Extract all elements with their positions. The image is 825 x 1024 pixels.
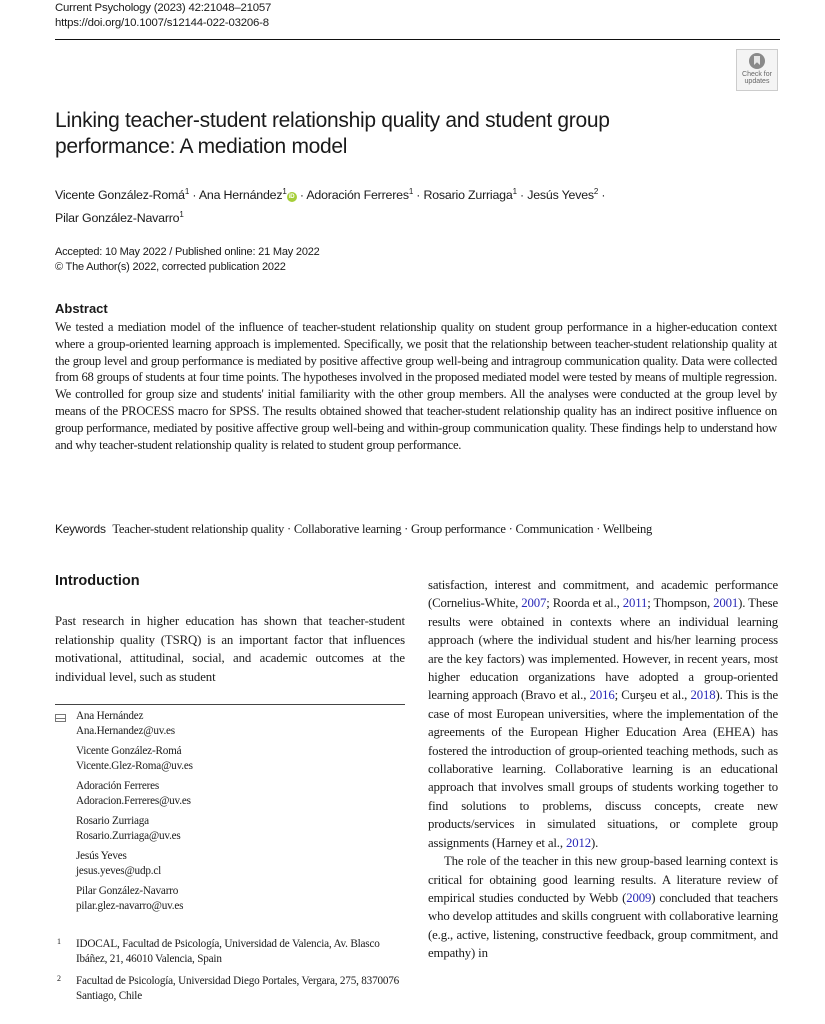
accepted-published-date: Accepted: 10 May 2022 / Published online: 21 May 2022 (55, 246, 320, 258)
header-rule (55, 39, 780, 40)
affiliation: 1 IDOCAL, Facultad de Psicología, Universidad de Valencia, Av. Blasco Ibáñez, 21, 46010 Valencia, Spain (57, 937, 380, 965)
correspondence-block (55, 709, 405, 919)
copyright-line: © The Author(s) 2022, corrected publication 2022 (55, 261, 286, 273)
author-list: Vicente González-Romá$^1$ · Ana Hernández$^1$iD · Adoración Ferreres$^1$ · Rosario Zurriaga$^1$ · Jesús Yeves$^2$ · Pilar González-Navarro$^1$ (55, 187, 606, 225)
email-link[interactable]: jesus.yeves@udp.cl (76, 864, 161, 877)
author: Jesús Yeves$^2$ (527, 187, 599, 202)
citation-link[interactable]: 2011 (622, 596, 648, 611)
introduction-right-column (428, 576, 778, 963)
author: Ana Hernández$^1$iD (199, 188, 297, 202)
affiliations (55, 937, 405, 1011)
check-for-updates-badge[interactable] (736, 49, 778, 91)
correspondence-entry: Ana Hernández Ana.Hernandez@uv.es (76, 709, 405, 738)
envelope-icon (55, 714, 66, 722)
crossmark-icon (749, 53, 765, 69)
correspondence-entry: Rosario Zurriaga Rosario.Zurriaga@uv.es (76, 814, 405, 843)
affiliation: 2 Facultad de Psicología, Universidad Diego Portales, Vergara, 275, 8370076 Santiago, Chile (57, 974, 400, 1002)
citation-link[interactable]: 2012 (565, 835, 591, 850)
author: Vicente González-Romá$^1$ (55, 187, 190, 202)
email-link[interactable]: pilar.glez-navarro@uv.es (76, 899, 184, 912)
crossmark-label: Check for updates (742, 71, 772, 85)
author: Adoración Ferreres$^1$ (306, 187, 414, 202)
journal-citation: Current Psychology (2023) 42:21048–21057 (55, 2, 272, 14)
abstract-text: We tested a mediation model of the influence of teacher-student relationship quality on student group performance in a higher-education context where a group-oriented learning approach is implemented. Specifically, we posit that the relationship between teacher-student relationship quality at the group level and group performance is mediated by positive affective group well-being and intragroup communication quality. Data were collected from 68 groups of students at four time points. The hypotheses involved in the proposed mediated model were tested by means of multiple regression. We controlled for group size and students' initial familiarity with the other group members. All the analyses were conducted at the group level by means of the PROCESS macro for SPSS. The results obtained showed that teacher-student relationship quality has an indirect positive influence on group performance, mediated by positive affective group well-being and within-group communication quality. These findings help to understand how and why teacher-student relationship quality is related to student group performance. (55, 320, 777, 452)
abstract-heading: Abstract (55, 301, 108, 316)
author: Pilar González-Navarro$^1$ (55, 210, 184, 225)
paragraph: satisfaction, interest and commitment, and academic performance (Cornelius-White, 2007; Roorda et al., 2011; Thompson, 2001). These results were obtained in contexts where an individual learning approach (where the individual student and his/her learning process are the key factors) was implemented. However, in recent years, most higher education organizations have adopted a group-oriented learning approach (Bravo et al., 2016; Curşeu et al., 2018). This is the case of most European universities, where the implementation of the agreements of the European Higher Education Area (EHEA) has fostered the introduction of group-oriented teaching methods, such as collaborative learning. Collaborative learning is an educational approach that involves small groups of students working together to find solutions to problems, discuss concepts, create new products/services in simulated situations, or complete group assignments (Harney et al., 2012). (428, 578, 778, 850)
correspondence-entry: Vicente González-Romá Vicente.Glez-Roma@uv.es (76, 744, 405, 773)
correspondence-entry: Jesús Yeves jesus.yeves@udp.cl (76, 849, 405, 878)
keywords-label: Keywords (55, 522, 106, 536)
email-link[interactable]: Rosario.Zurriaga@uv.es (76, 829, 181, 842)
orcid-icon[interactable]: iD (287, 192, 297, 202)
publication-dates (55, 245, 320, 275)
introduction-left-column: Past research in higher education has shown that teacher-student relationship quality (TSRQ) is an important factor that influences motivational, attitudinal, social, and academic outcomes at the individual level, such as student (55, 614, 405, 684)
article-title: Linking teacher-student relationship quality and student group performance: A mediation model (55, 109, 610, 158)
paragraph: The role of the teacher in this new group-based learning context is critical for obtaining good learning results. A literature review of empirical studies conducted by Webb (2009) concluded that teachers who develop attitudes and skills congruent with collaborative learning (e.g., active, listening, constructive feedback, group commitment, and empathy) in (428, 854, 778, 961)
running-header (55, 0, 380, 31)
author: Rosario Zurriaga$^1$ (423, 187, 517, 202)
citation-link[interactable]: 2009 (626, 890, 652, 905)
email-link[interactable]: Vicente.Glez-Roma@uv.es (76, 759, 193, 772)
keywords (55, 521, 785, 537)
correspondence-entry: Pilar González-Navarro pilar.glez-navarro@uv.es (76, 884, 405, 913)
footnote-rule (55, 704, 405, 705)
keywords-list: Teacher-student relationship quality · Collaborative learning · Group performance · Communication · Wellbeing (112, 522, 653, 536)
doi-link[interactable]: https://doi.org/10.1007/s12144-022-03206-8 (55, 17, 269, 29)
email-link[interactable]: Ana.Hernandez@uv.es (76, 724, 175, 737)
citation-link[interactable]: 2016 (589, 688, 615, 703)
email-link[interactable]: Adoracion.Ferreres@uv.es (76, 794, 191, 807)
introduction-heading: Introduction (55, 573, 140, 589)
correspondence-entry: Adoración Ferreres Adoracion.Ferreres@uv.es (76, 779, 405, 808)
citation-link[interactable]: 2007 (521, 596, 547, 611)
citation-link[interactable]: 2018 (690, 688, 716, 703)
citation-link[interactable]: 2001 (713, 596, 739, 611)
